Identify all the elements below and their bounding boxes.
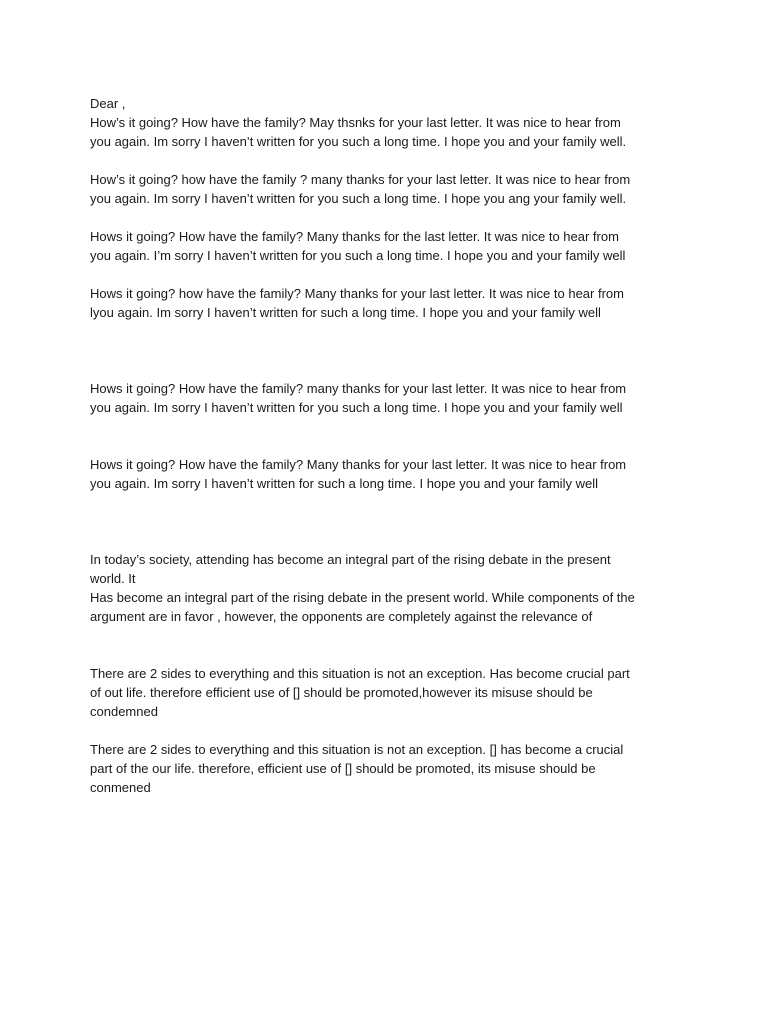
blank-line [90, 208, 682, 227]
paragraph-4 [90, 284, 682, 322]
paragraph-1-line-1: How’s it going? How have the family? May thsnks for your last letter. It was nice to hear from [90, 115, 621, 130]
paragraph-4-line-1: Hows it going? how have the family? Many thanks for your last letter. It was nice to hear from [90, 286, 624, 301]
paragraph-2-line-2: you again. Im sorry I haven’t written for you such a long time. I hope you ang your family well. [90, 191, 627, 206]
paragraph-5-line-2: you again. Im sorry I haven’t written for you such a long time. I hope you and your family well [90, 400, 623, 415]
paragraph-8 [90, 664, 682, 721]
paragraph-7 [90, 550, 682, 626]
paragraph-6 [90, 455, 682, 493]
blank-lines [90, 417, 682, 455]
paragraph-7-line-1: In today’s society, attending has become an integral part of the rising debate in the present [90, 552, 611, 567]
blank-line [90, 721, 682, 740]
paragraph-5-line-1: Hows it going? How have the family? many thanks for your last letter. It was nice to hear from [90, 381, 627, 396]
blank-line [90, 151, 682, 170]
blank-lines [90, 322, 682, 379]
salutation-line: Dear , [90, 96, 126, 111]
paragraph-7-line-2: world. It [90, 571, 136, 586]
paragraph-3-line-1: Hows it going? How have the family? Many thanks for the last letter. It was nice to hear from [90, 229, 619, 244]
paragraph-7-line-3: Has become an integral part of the rising debate in the present world. While components of the [90, 590, 635, 605]
salutation [90, 94, 682, 113]
paragraph-8-line-2: of out life. therefore efficient use of [] should be promoted,however its misuse should be [90, 685, 593, 700]
paragraph-3 [90, 227, 682, 265]
paragraph-8-line-1: There are 2 sides to everything and this situation is not an exception. Has become crucial part [90, 666, 630, 681]
paragraph-3-line-2: you again. I’m sorry I haven’t written for you such a long time. I hope you and your family well [90, 248, 626, 263]
paragraph-9 [90, 740, 682, 797]
paragraph-2-line-1: How’s it going? how have the family ? many thanks for your last letter. It was nice to hear from [90, 172, 631, 187]
blank-lines [90, 626, 682, 664]
paragraph-1 [90, 113, 682, 151]
paragraph-1-line-2: you again. Im sorry I haven’t written for you such a long time. I hope you and your family well. [90, 134, 627, 149]
paragraph-9-line-1: There are 2 sides to everything and this situation is not an exception. [] has become a crucial [90, 742, 624, 757]
paragraph-7-line-4: argument are in favor , however, the opponents are completely against the relevance of [90, 609, 593, 624]
paragraph-8-line-3: condemned [90, 704, 158, 719]
blank-line [90, 265, 682, 284]
paragraph-4-line-2: lyou again. Im sorry I haven’t written for such a long time. I hope you and your family well [90, 305, 601, 320]
paragraph-6-line-2: you again. Im sorry I haven’t written for such a long time. I hope you and your family well [90, 476, 598, 491]
paragraph-2 [90, 170, 682, 208]
paragraph-9-line-3: conmened [90, 780, 151, 795]
document-body [90, 94, 682, 797]
paragraph-9-line-2: part of the our life. therefore, efficient use of [] should be promoted, its misuse should be [90, 761, 596, 776]
paragraph-6-line-1: Hows it going? How have the family? Many thanks for your last letter. It was nice to hear from [90, 457, 627, 472]
paragraph-5 [90, 379, 682, 417]
blank-lines [90, 493, 682, 550]
